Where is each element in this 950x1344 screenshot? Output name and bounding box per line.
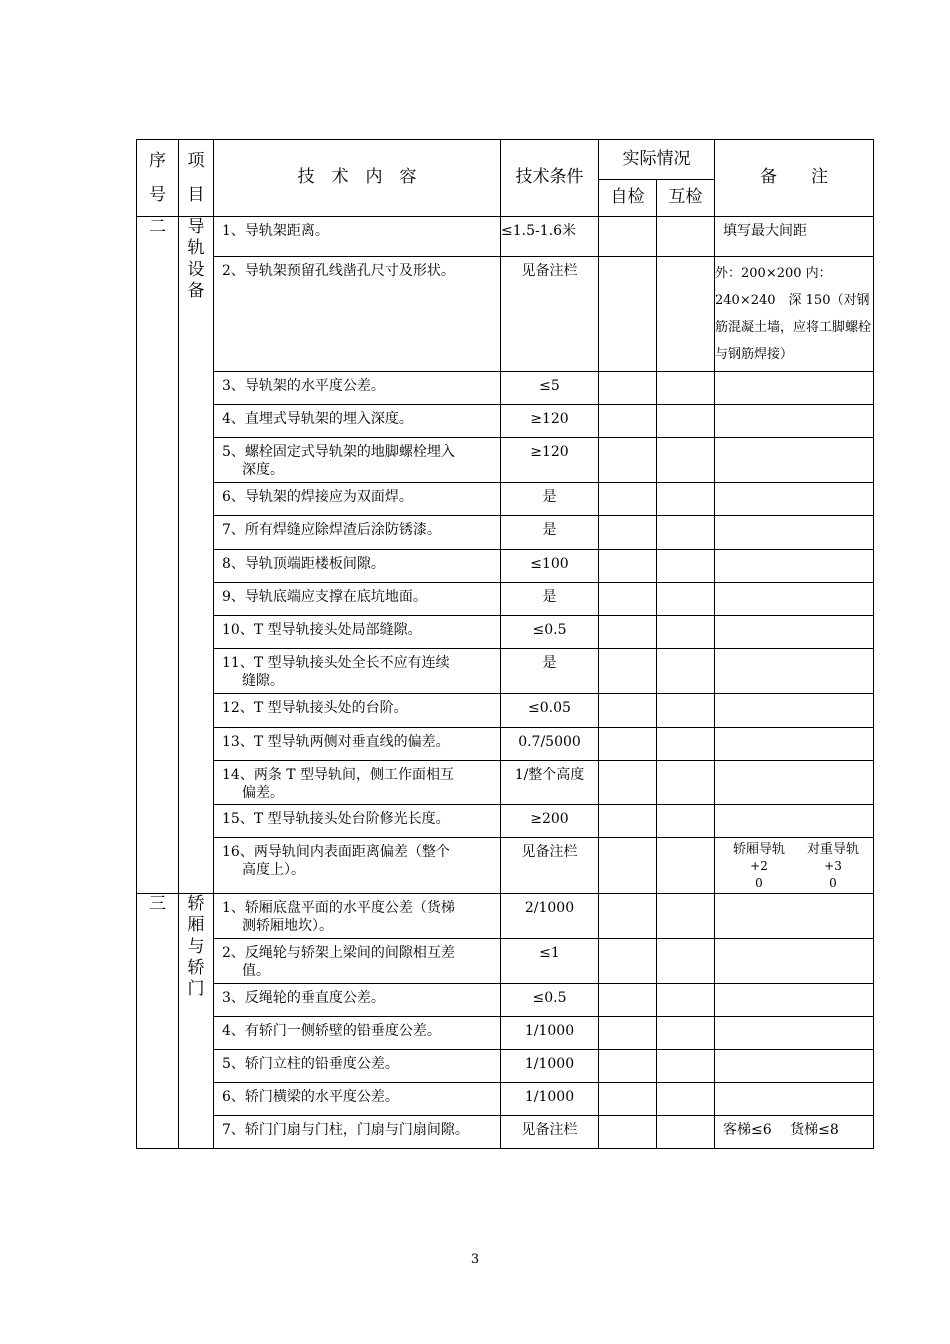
table-row [137,616,874,649]
header-project [179,140,214,217]
remark-plus: +2 [750,859,768,873]
item-remark [715,838,874,894]
remark-zero: 0 [829,876,837,890]
item-condition: ≥120 [501,405,599,438]
table-row [137,984,874,1017]
mutual-check-cell[interactable] [657,550,715,583]
mutual-check-cell[interactable] [657,405,715,438]
mutual-check-cell[interactable] [657,257,715,372]
item-condition: 1/整个高度 [501,761,599,805]
header-actual: 实际情况 [599,140,715,180]
table-row [137,838,874,894]
item-condition: ≥200 [501,805,599,838]
item-content [214,438,501,483]
item-remark [715,483,874,516]
item-content [214,483,501,516]
section-project [179,894,214,1149]
item-text: 7、所有焊缝应除焊渣后涂防锈漆。 [222,522,441,538]
item-text-cont: 缝隙。 [242,672,284,689]
item-content [214,372,501,405]
item-condition: ≤1 [501,939,599,984]
item-remark [715,761,874,805]
item-remark [715,894,874,939]
self-check-cell[interactable] [599,217,657,257]
item-remark [715,694,874,728]
mutual-check-cell[interactable] [657,372,715,405]
item-content [214,616,501,649]
table-row [137,257,874,372]
self-check-cell[interactable] [599,1083,657,1116]
self-check-cell[interactable] [599,516,657,550]
self-check-cell[interactable] [599,1050,657,1083]
item-remark: 外：200×200 内：240×240 深 150（对钢筋混凝土墙，应将工脚螺栓与钢筋焊接） [715,257,874,372]
item-remark: 客梯≤6 货梯≤8 [715,1116,874,1149]
item-content [214,405,501,438]
mutual-check-cell[interactable] [657,894,715,939]
item-content [214,583,501,616]
item-text: 1、轿厢底盘平面的水平度公差（货梯 [222,900,455,916]
project-char: 导 [187,217,205,237]
mutual-check-cell[interactable] [657,516,715,550]
mutual-check-cell[interactable] [657,805,715,838]
mutual-check-cell[interactable] [657,838,715,894]
item-content [214,1050,501,1083]
table-row [137,405,874,438]
section-number: 三 [137,894,179,1149]
item-remark [715,583,874,616]
item-content [214,805,501,838]
item-content [214,939,501,984]
item-text-cont: 值。 [242,962,270,979]
mutual-check-cell[interactable] [657,483,715,516]
table-row [137,1017,874,1050]
table-row [137,550,874,583]
project-char: 设 [187,259,205,280]
mutual-check-cell[interactable] [657,939,715,984]
item-condition: 见备注栏 [501,257,599,372]
item-content [214,1083,501,1116]
table-row [137,728,874,761]
project-char: 厢 [187,915,205,936]
table-row [137,1050,874,1083]
project-char: 轿 [187,894,205,914]
item-text: 3、导轨架的水平度公差。 [222,378,385,394]
self-check-cell[interactable] [599,649,657,694]
item-remark [715,1050,874,1083]
mutual-check-cell[interactable] [657,583,715,616]
item-text: 11、T 型导轨接头处全长不应有连续 [222,655,450,671]
item-condition: ≤0.5 [501,984,599,1017]
mutual-check-cell[interactable] [657,438,715,483]
item-condition: 2/1000 [501,894,599,939]
item-remark [715,649,874,694]
header-remark: 备 注 [715,140,874,217]
item-text: 8、导轨顶端距楼板间隙。 [222,556,385,572]
item-remark [715,1083,874,1116]
item-condition: 是 [501,516,599,550]
item-condition: 见备注栏 [501,838,599,894]
header-row [137,140,874,180]
header-project-2: 目 [187,185,205,205]
item-text: 9、导轨底端应支撑在底坑地面。 [222,589,427,605]
item-content [214,1017,501,1050]
table-row [137,217,874,257]
table-row [137,1116,874,1149]
item-text: 5、轿门立柱的铅垂度公差。 [222,1056,399,1072]
item-content [214,838,501,894]
table-row [137,372,874,405]
mutual-check-cell[interactable] [657,1116,715,1149]
page-number: 3 [470,1252,480,1267]
remark-subcol [797,841,869,892]
item-content [214,694,501,728]
self-check-cell[interactable] [599,583,657,616]
table-row [137,939,874,984]
item-content [214,728,501,761]
mutual-check-cell[interactable] [657,728,715,761]
mutual-check-cell[interactable] [657,1083,715,1116]
item-text: 12、T 型导轨接头处的台阶。 [222,700,408,716]
item-remark [715,1017,874,1050]
section-number: 二 [137,217,179,894]
mutual-check-cell[interactable] [657,217,715,257]
self-check-cell[interactable] [599,838,657,894]
header-no-1: 序 [149,151,166,171]
table-row [137,583,874,616]
item-remark [715,405,874,438]
item-remark [715,550,874,583]
item-remark [715,372,874,405]
item-remark [715,984,874,1017]
item-text: 6、轿门横梁的水平度公差。 [222,1089,399,1105]
item-text: 4、有轿门一侧轿壁的铅垂度公差。 [222,1023,441,1039]
table-row [137,761,874,805]
header-no [137,140,179,217]
item-content [214,550,501,583]
remark-subcols [723,841,869,892]
table-row [137,1083,874,1116]
self-check-cell[interactable] [599,1017,657,1050]
self-check-cell[interactable] [599,694,657,728]
item-condition: ≤5 [501,372,599,405]
project-char: 门 [187,979,205,999]
self-check-cell[interactable] [599,483,657,516]
header-project-1: 项 [187,151,205,171]
item-text: 16、两导轨间内表面距离偏差（整个 [222,844,450,860]
table-row [137,649,874,694]
remark-head: 对重导轨 [806,842,859,857]
item-text-cont: 高度上）。 [242,861,305,878]
self-check-cell[interactable] [599,405,657,438]
remark-head: 轿厢导轨 [732,842,785,857]
item-condition: 0.7/5000 [501,728,599,761]
item-condition: 是 [501,583,599,616]
item-content [214,761,501,805]
item-text-cont: 测轿厢地坎）。 [242,917,333,934]
item-content [214,217,501,257]
table-row [137,438,874,483]
item-text: 6、导轨架的焊接应为双面焊。 [222,489,413,505]
self-check-cell[interactable] [599,257,657,372]
item-remark [715,616,874,649]
header-content: 技 术 内 容 [214,140,501,217]
self-check-cell[interactable] [599,1116,657,1149]
project-char: 备 [187,280,205,301]
item-content [214,984,501,1017]
item-condition: 1/1000 [501,1083,599,1116]
item-condition: 是 [501,483,599,516]
item-remark [715,728,874,761]
table-row [137,516,874,550]
mutual-check-cell[interactable] [657,984,715,1017]
item-condition: ≤1.5-1.6米 [501,217,599,257]
item-text: 13、T 型导轨两侧对垂直线的偏差。 [222,734,450,750]
item-condition: ≤0.05 [501,694,599,728]
table-row [137,805,874,838]
remark-subcol [723,841,795,892]
item-text: 10、T 型导轨接头处局部缝隙。 [222,622,422,638]
mutual-check-cell[interactable] [657,649,715,694]
item-text: 2、反绳轮与轿架上梁间的间隙相互差 [222,945,455,961]
header-mutual-check: 互检 [657,180,715,217]
remark-plus: +3 [824,859,842,873]
item-condition: ≥120 [501,438,599,483]
inspection-table [136,139,874,1149]
item-condition: 1/1000 [501,1050,599,1083]
header-self-check: 自检 [599,180,657,217]
item-text: 5、螺栓固定式导轨架的地脚螺栓埋入 [222,444,455,460]
remark-zero: 0 [755,876,763,890]
item-text: 15、T 型导轨接头处台阶修光长度。 [222,811,450,827]
item-condition: 是 [501,649,599,694]
self-check-cell[interactable] [599,984,657,1017]
self-check-cell[interactable] [599,372,657,405]
self-check-cell[interactable] [599,939,657,984]
table-row [137,694,874,728]
header-condition: 技术条件 [501,140,599,217]
item-text: 4、直埋式导轨架的埋入深度。 [222,411,413,427]
item-condition: ≤0.5 [501,616,599,649]
mutual-check-cell[interactable] [657,694,715,728]
item-content [214,894,501,939]
table-row [137,894,874,939]
item-content [214,257,501,372]
self-check-cell[interactable] [599,616,657,649]
section-project [179,217,214,894]
self-check-cell[interactable] [599,805,657,838]
item-text: 1、导轨架距离。 [222,223,329,239]
table-row [137,483,874,516]
self-check-cell[interactable] [599,550,657,583]
item-text-cont: 偏差。 [242,784,284,801]
item-content [214,516,501,550]
header-no-2: 号 [149,185,166,205]
project-char: 轿 [187,957,205,978]
item-text: 7、轿门门扇与门柱，门扇与门扇间隙。 [222,1122,469,1138]
self-check-cell[interactable] [599,728,657,761]
mutual-check-cell[interactable] [657,1017,715,1050]
item-remark [715,939,874,984]
mutual-check-cell[interactable] [657,616,715,649]
item-condition: ≤100 [501,550,599,583]
mutual-check-cell[interactable] [657,761,715,805]
item-remark [715,438,874,483]
item-content [214,1116,501,1149]
self-check-cell[interactable] [599,438,657,483]
item-remark [715,805,874,838]
item-text-cont: 深度。 [242,461,284,478]
mutual-check-cell[interactable] [657,1050,715,1083]
item-text: 3、反绳轮的垂直度公差。 [222,990,385,1006]
item-remark: 填写最大间距 [715,217,874,257]
project-char: 轨 [187,238,205,259]
item-condition: 见备注栏 [501,1116,599,1149]
item-text: 14、两条 T 型导轨间，侧工作面相互 [222,767,455,783]
item-content [214,649,501,694]
self-check-cell[interactable] [599,761,657,805]
item-remark [715,516,874,550]
item-condition: 1/1000 [501,1017,599,1050]
self-check-cell[interactable] [599,894,657,939]
project-char: 与 [187,936,205,957]
item-text: 2、导轨架预留孔线凿孔尺寸及形状。 [222,263,455,279]
